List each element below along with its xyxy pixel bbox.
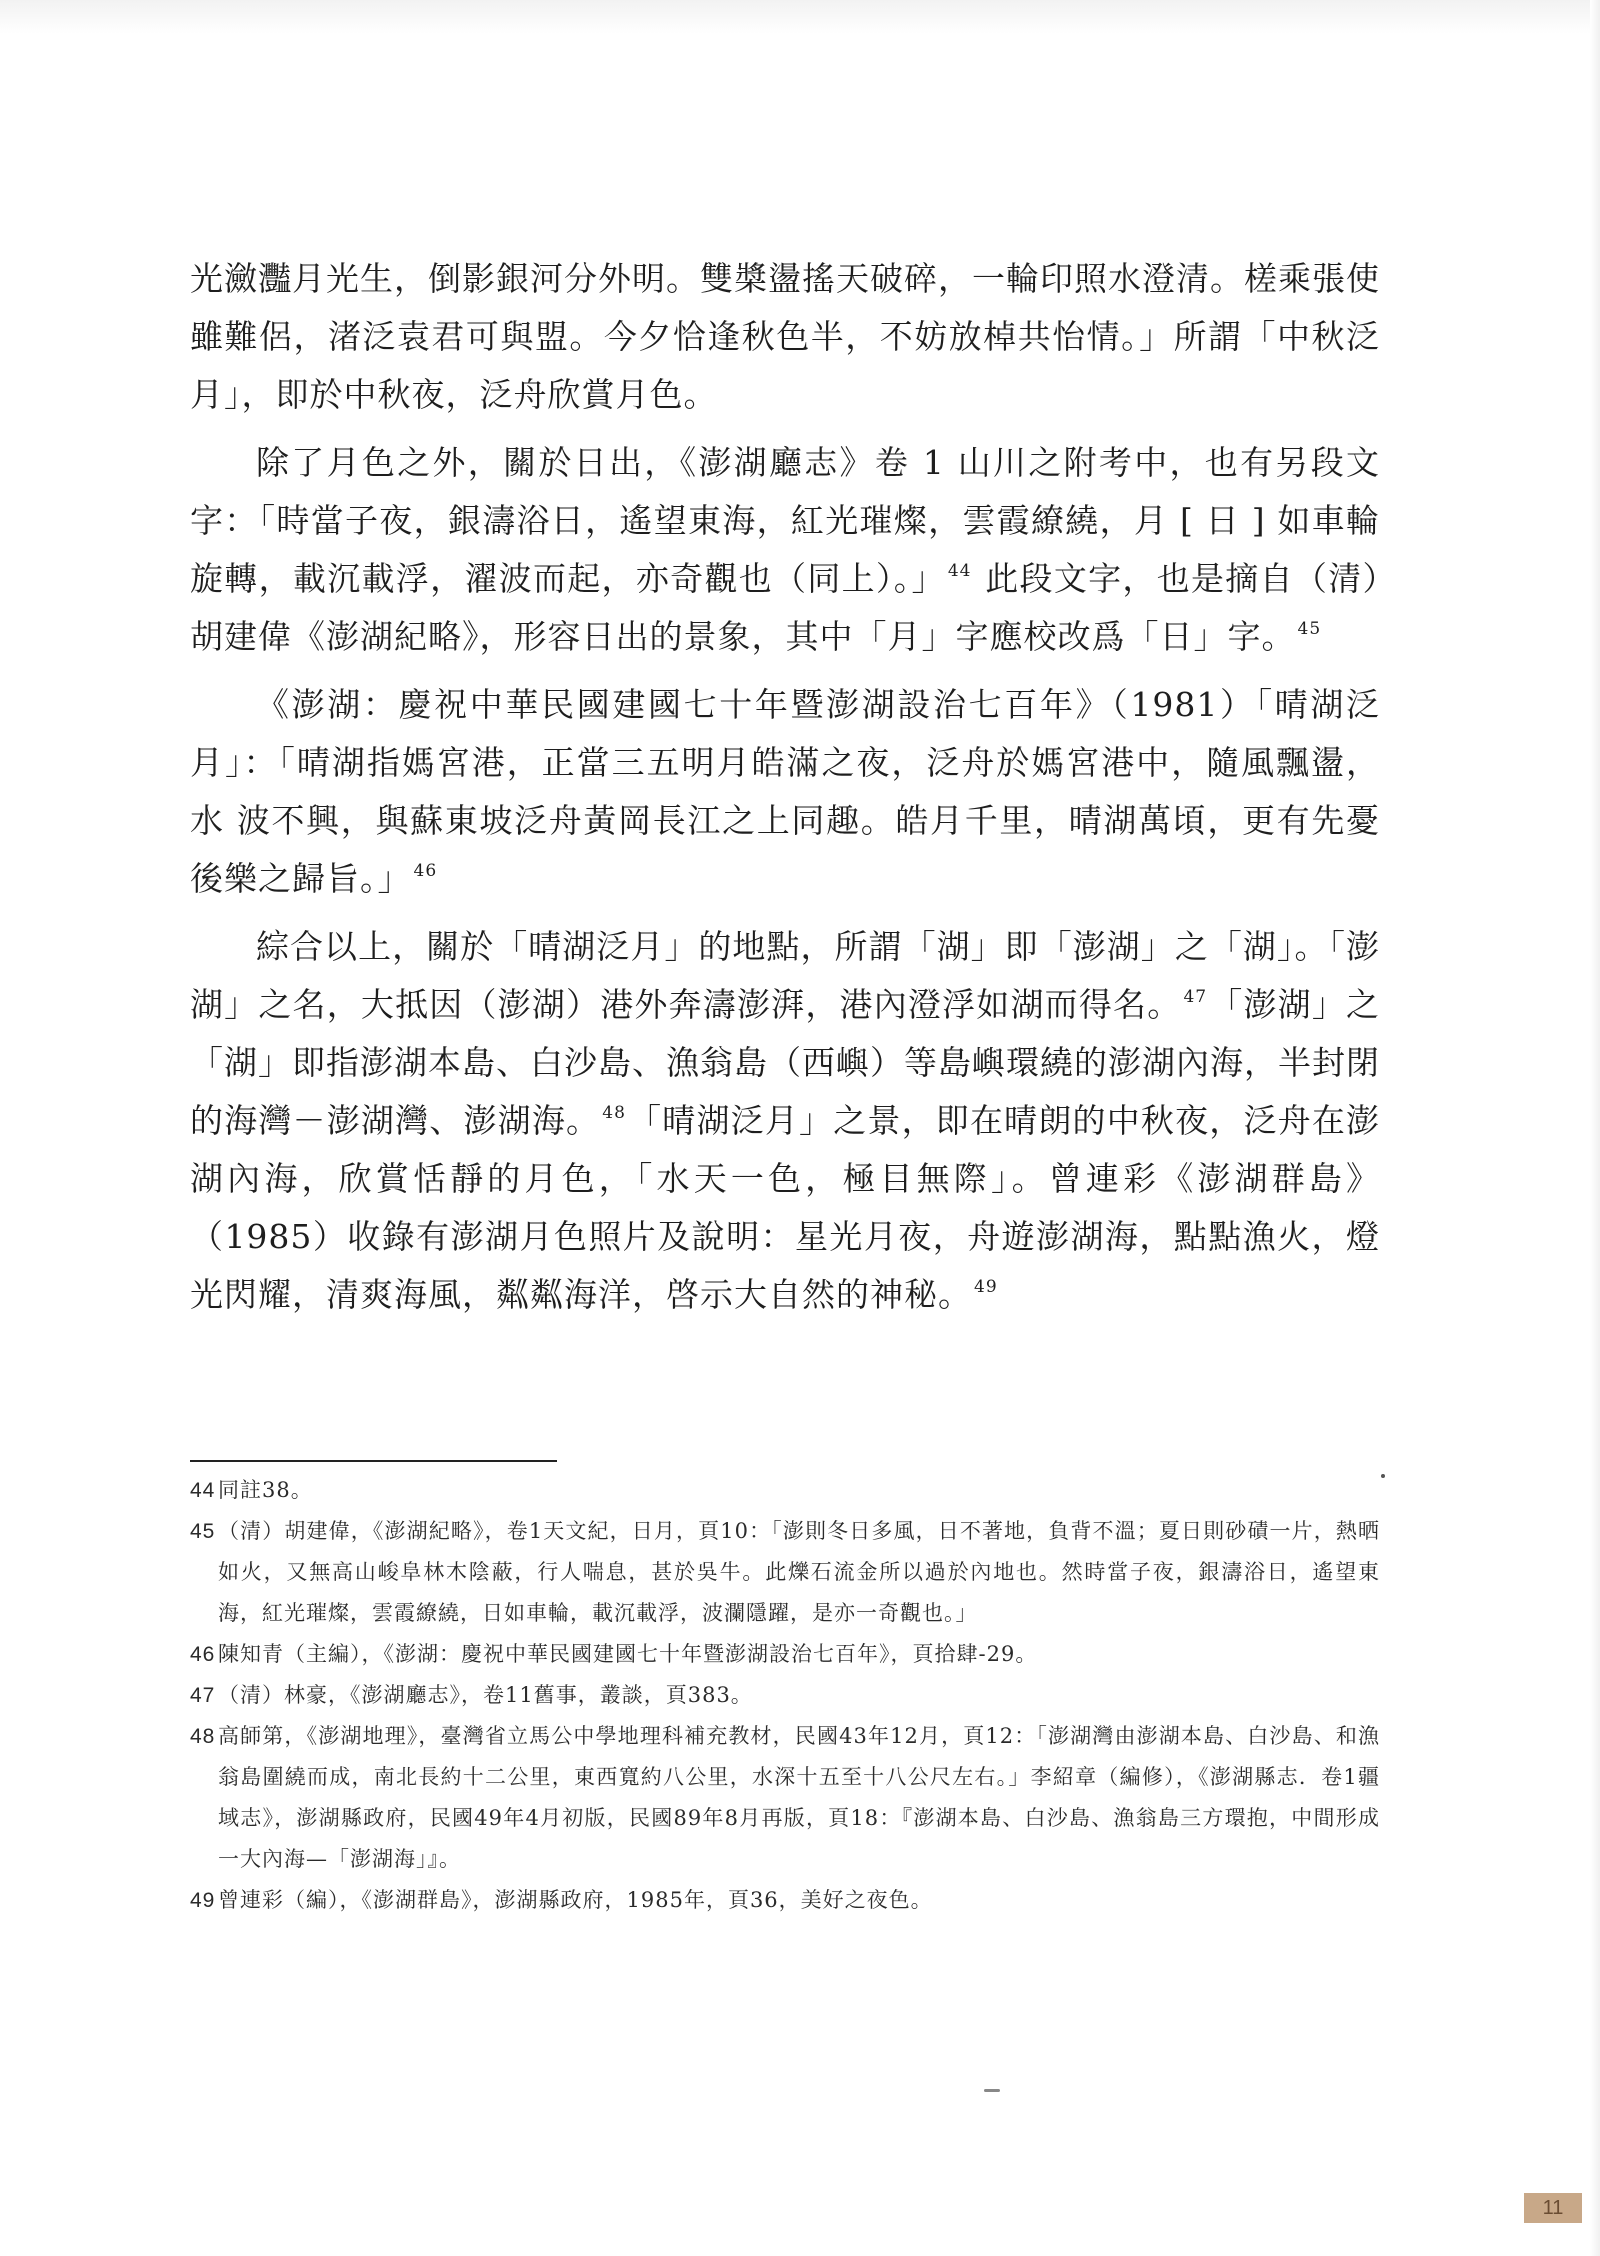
footnote [190,1634,1380,1675]
paragraph-text: 光瀲灩月光生，倒影銀河分外明。雙槳盪搖天破碎，一輪印照水澄清。槎乘張使雖難侶，渚泛袁君可與盟。今夕恰逢秋色半，不妨放棹共怡情。」所謂「中秋泛月」，即於中秋夜，泛舟欣賞月色。 [190,259,1380,414]
scan-speck [984,2089,1000,2092]
footnote-ref: 48 [602,1103,626,1123]
footnote-number: 44 [190,1479,216,1502]
footnote-separator [190,1460,557,1462]
footnote-number: 45 [190,1520,216,1543]
footnote-text: 同註38。 [218,1478,313,1502]
footnote-ref: 45 [1297,619,1322,639]
footnote-text: 高師第，《澎湖地理》，臺灣省立馬公中學地理科補充教材，民國43年12月，頁12：「澎湖灣由澎湖本島、白沙島、和漁翁島圍繞而成，南北長約十二公里，東西寬約八公里，水深十五至十八公尺左右。」李紹章（編修），《澎湖縣志．卷1疆域志》，澎湖縣政府，民國49年4月初版，民國89年8月再版，頁18：『澎湖本島、白沙島、漁翁島三方環抱，中間形成一大內海—「澎湖海」』。 [218,1724,1380,1871]
paragraph-text: 「澎湖」之「湖」即指澎湖本島、白沙島、漁翁島（西嶼）等島嶼環繞的澎湖內海，半封閉的海灣－澎湖灣、澎湖海。 [190,985,1381,1140]
footnote-ref: 49 [974,1277,998,1297]
paragraph-text: 除了月色之外，關於日出，《澎湖廳志》卷 1 山川之附考中，也有另段文字：「時當子夜，銀濤浴日，遙望東海，紅光璀燦，雲霞繚繞，月 [ 日 ] 如車輪旋轉，載沉載浮，濯波而起，亦奇觀也（同上）。」 [190,443,1380,598]
paragraph [190,434,1380,666]
paragraph [190,918,1380,1324]
footnotes [190,1470,1380,1921]
footnote-ref: 47 [1183,987,1208,1007]
footnote-number: 49 [190,1889,216,1912]
footnote-ref: 46 [413,861,438,881]
footnote-text: （清）林豪，《澎湖廳志》，卷11舊事，叢談，頁383。 [218,1683,753,1707]
footnote [190,1511,1380,1634]
scan-right-edge [1590,0,1600,2256]
footnote [190,1716,1380,1880]
footnote-ref: 44 [947,561,972,581]
footnote-text: 曾連彩（編），《澎湖群島》，澎湖縣政府，1985年，頁36，美好之夜色。 [218,1888,933,1912]
paragraph [190,250,1380,424]
footnote [190,1470,1380,1511]
paragraph-text: 綜合以上，關於「晴湖泛月」的地點，所謂「湖」即「澎湖」之「湖」。「澎湖」之名，大抵因（澎湖）港外奔濤澎湃，港內澄浮如湖而得名。 [190,927,1380,1024]
paragraph-text: 《澎湖：慶祝中華民國建國七十年暨澎湖設治七百年》（1981）「晴湖泛月」：「晴湖指媽宮港，正當三五明月皓滿之夜，泛舟於媽宮港中，隨風飄盪，水 波不興，與蘇東坡泛舟黃岡長江之上同趣。皓月千里，晴湖萬頃，更有先憂後樂之歸旨。」 [190,685,1380,898]
footnote [190,1880,1380,1921]
main-text [190,250,1380,1334]
scan-top-shadow [0,0,1600,34]
footnote [190,1675,1380,1716]
footnote-number: 48 [190,1725,216,1748]
scan-speck [1381,1474,1385,1478]
footnote-number: 47 [190,1684,216,1707]
paragraph [190,676,1380,908]
page-number: 11 [1524,2193,1582,2223]
paragraph-text: 此段文字，也是摘自（清）胡建偉《澎湖紀略》，形容日出的景象，其中「月」字應校改爲「日」字。 [190,559,1380,656]
footnote-text: 陳知青（主編），《澎湖：慶祝中華民國建國七十年暨澎湖設治七百年》，頁拾肆-29。 [218,1642,1038,1666]
footnote-number: 46 [190,1643,216,1666]
paragraph-text: 「晴湖泛月」之景，即在晴朗的中秋夜，泛舟在澎湖內海，欣賞恬靜的月色，「水天一色，極目無際」。曾連彩《澎湖群島》（1985）收錄有澎湖月色照片及說明：星光月夜，舟遊澎湖海，點點漁火，燈光閃耀，清爽海風，粼粼海洋，啓示大自然的神秘。 [190,1101,1381,1314]
footnote-text: （清）胡建偉，《澎湖紀略》，卷1天文紀，日月，頁10：「澎則冬日多風，日不著地，負背不溫；夏日則砂磧一片，熱晒如火，又無高山峻阜林木陰蔽，行人喘息，甚於吳牛。此爍石流金所以過於內地也。然時當子夜，銀濤浴日，遙望東海，紅光璀燦，雲霞繚繞，日如車輪，載沉載浮，波瀾隱躍，是亦一奇觀也。」 [218,1519,1380,1625]
